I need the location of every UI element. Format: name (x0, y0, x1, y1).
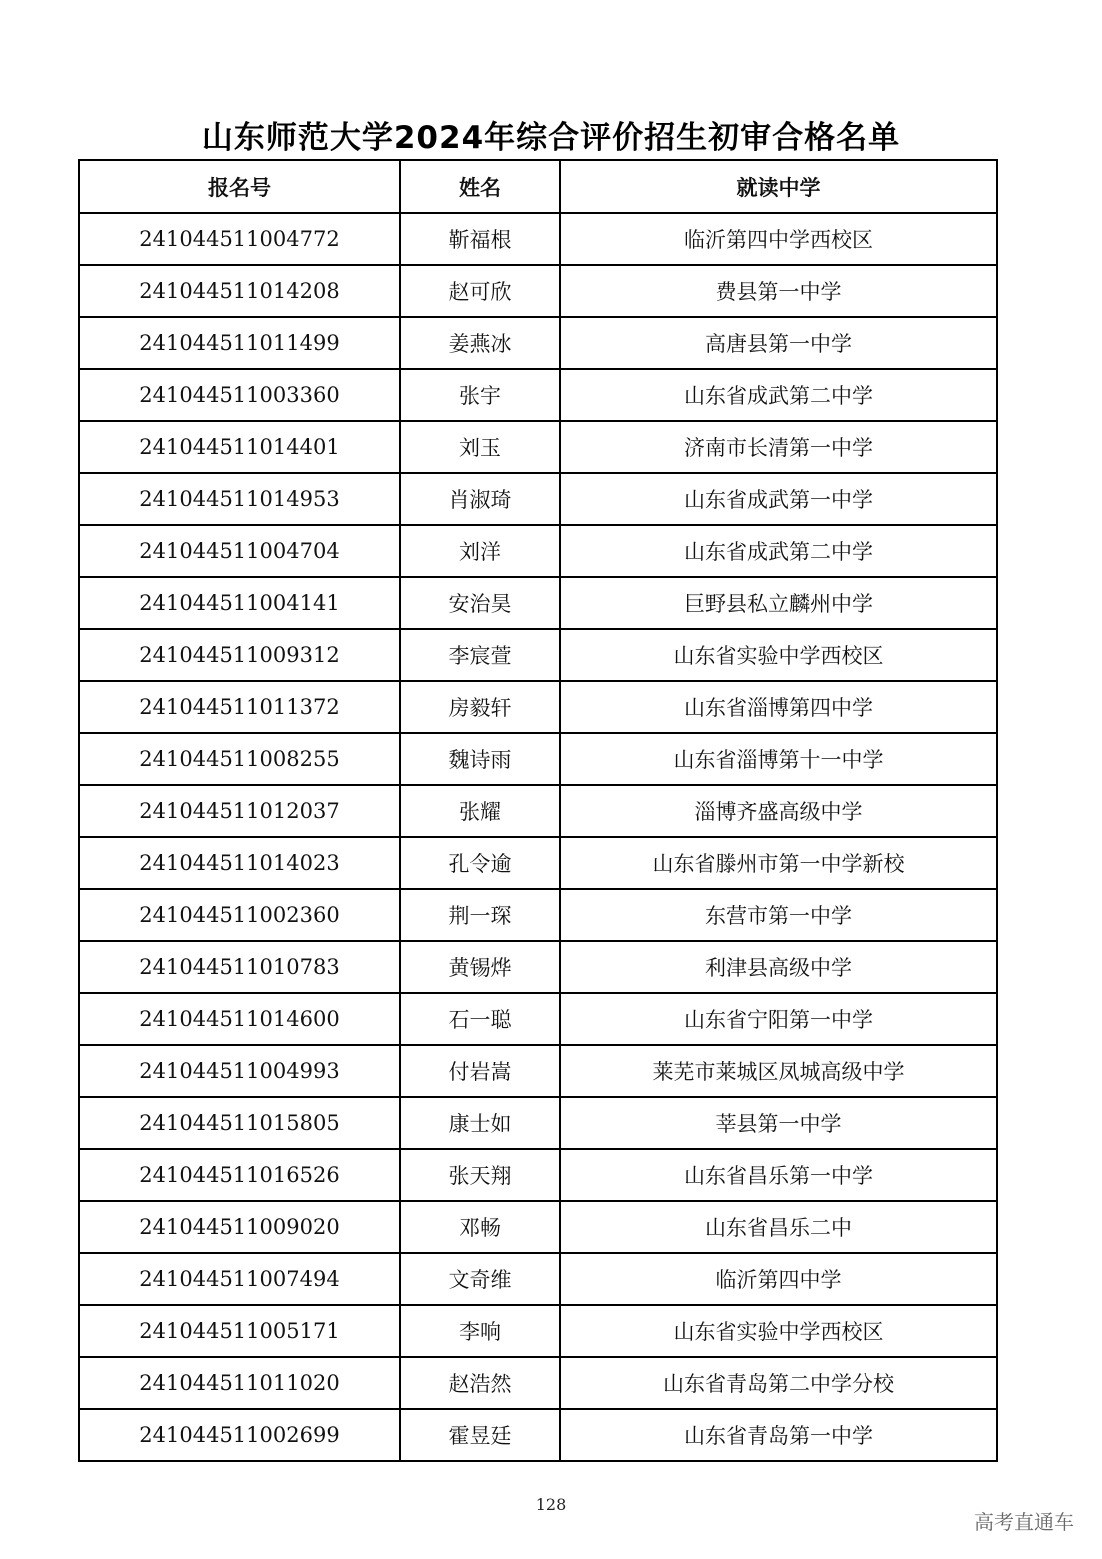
registration-number-cell: 241044511003360 (79, 369, 400, 421)
student-name-cell: 张宇 (400, 369, 560, 421)
page-number: 128 (535, 1495, 567, 1514)
school-cell: 山东省昌乐二中 (560, 1201, 997, 1253)
document-title: 山东师范大学2024年综合评价招生初审合格名单 (201, 120, 901, 156)
registration-number-cell: 241044511012037 (79, 785, 400, 837)
school-cell: 山东省淄博第十一中学 (560, 733, 997, 785)
school-cell: 山东省昌乐第一中学 (560, 1149, 997, 1201)
header-school: 就读中学 (560, 160, 997, 213)
student-name-cell: 房毅轩 (400, 681, 560, 733)
school-cell: 山东省青岛第一中学 (560, 1409, 997, 1461)
table-row (79, 265, 997, 317)
table-row (79, 733, 997, 785)
registration-number-cell: 241044511011499 (79, 317, 400, 369)
school-cell: 山东省青岛第二中学分校 (560, 1357, 997, 1409)
student-name-cell: 张耀 (400, 785, 560, 837)
student-name-cell: 文奇维 (400, 1253, 560, 1305)
school-cell: 莘县第一中学 (560, 1097, 997, 1149)
student-name-cell: 肖淑琦 (400, 473, 560, 525)
student-name-cell: 赵浩然 (400, 1357, 560, 1409)
student-name-cell: 张天翔 (400, 1149, 560, 1201)
registration-number-cell: 241044511002360 (79, 889, 400, 941)
registration-number-cell: 241044511014600 (79, 993, 400, 1045)
student-name-cell: 姜燕冰 (400, 317, 560, 369)
school-cell: 临沂第四中学西校区 (560, 213, 997, 265)
student-name-cell: 霍昱廷 (400, 1409, 560, 1461)
table-row (79, 1097, 997, 1149)
registration-number-cell: 241044511014023 (79, 837, 400, 889)
student-name-cell: 魏诗雨 (400, 733, 560, 785)
school-cell: 山东省成武第二中学 (560, 369, 997, 421)
registration-number-cell: 241044511004141 (79, 577, 400, 629)
registration-number-cell: 241044511014953 (79, 473, 400, 525)
school-cell: 淄博齐盛高级中学 (560, 785, 997, 837)
table-row (79, 681, 997, 733)
registration-number-cell: 241044511011372 (79, 681, 400, 733)
registration-number-cell: 241044511009020 (79, 1201, 400, 1253)
student-name-cell: 邓畅 (400, 1201, 560, 1253)
registration-number-cell: 241044511005171 (79, 1305, 400, 1357)
registration-number-cell: 241044511015805 (79, 1097, 400, 1149)
table-row (79, 525, 997, 577)
school-cell: 莱芜市莱城区凤城高级中学 (560, 1045, 997, 1097)
school-cell: 费县第一中学 (560, 265, 997, 317)
registration-number-cell: 241044511016526 (79, 1149, 400, 1201)
school-cell: 山东省成武第一中学 (560, 473, 997, 525)
school-cell: 高唐县第一中学 (560, 317, 997, 369)
table-row (79, 941, 997, 993)
student-name-cell: 赵可欣 (400, 265, 560, 317)
registration-number-cell: 241044511004993 (79, 1045, 400, 1097)
table-row (79, 577, 997, 629)
table-row (79, 1045, 997, 1097)
table-row (79, 1149, 997, 1201)
registration-number-cell: 241044511014208 (79, 265, 400, 317)
table-row (79, 629, 997, 681)
school-cell: 山东省实验中学西校区 (560, 629, 997, 681)
school-cell: 山东省滕州市第一中学新校 (560, 837, 997, 889)
table-row (79, 369, 997, 421)
student-name-cell: 黄锡烨 (400, 941, 560, 993)
table-row (79, 473, 997, 525)
registration-number-cell: 241044511011020 (79, 1357, 400, 1409)
student-name-cell: 李响 (400, 1305, 560, 1357)
registration-number-cell: 241044511010783 (79, 941, 400, 993)
registration-number-cell: 241044511008255 (79, 733, 400, 785)
table-row (79, 889, 997, 941)
table-row (79, 1409, 997, 1461)
table-row (79, 317, 997, 369)
student-name-cell: 安治昊 (400, 577, 560, 629)
table-header-row (79, 160, 997, 213)
school-cell: 山东省实验中学西校区 (560, 1305, 997, 1357)
table-row (79, 1357, 997, 1409)
registration-number-cell: 241044511009312 (79, 629, 400, 681)
registration-number-cell: 241044511004704 (79, 525, 400, 577)
student-name-cell: 荆一琛 (400, 889, 560, 941)
school-cell: 巨野县私立麟州中学 (560, 577, 997, 629)
student-name-cell: 李宸萱 (400, 629, 560, 681)
school-cell: 济南市长清第一中学 (560, 421, 997, 473)
registration-number-cell: 241044511014401 (79, 421, 400, 473)
student-name-cell: 康士如 (400, 1097, 560, 1149)
table-row (79, 993, 997, 1045)
header-registration-number: 报名号 (79, 160, 400, 213)
school-cell: 临沂第四中学 (560, 1253, 997, 1305)
table-row (79, 837, 997, 889)
school-cell: 东营市第一中学 (560, 889, 997, 941)
table-row (79, 1253, 997, 1305)
school-cell: 山东省宁阳第一中学 (560, 993, 997, 1045)
table-row (79, 1201, 997, 1253)
watermark: 高考直通车 (974, 1510, 1074, 1534)
header-name: 姓名 (400, 160, 560, 213)
table-row (79, 213, 997, 265)
student-name-cell: 石一聪 (400, 993, 560, 1045)
registration-number-cell: 241044511007494 (79, 1253, 400, 1305)
table-row (79, 785, 997, 837)
school-cell: 山东省成武第二中学 (560, 525, 997, 577)
student-name-cell: 刘玉 (400, 421, 560, 473)
table-row (79, 1305, 997, 1357)
school-cell: 山东省淄博第四中学 (560, 681, 997, 733)
student-name-cell: 刘洋 (400, 525, 560, 577)
table-row (79, 421, 997, 473)
student-name-cell: 孔令逾 (400, 837, 560, 889)
school-cell: 利津县高级中学 (560, 941, 997, 993)
student-name-cell: 付岩嵩 (400, 1045, 560, 1097)
student-name-cell: 靳福根 (400, 213, 560, 265)
qualified-list-table (78, 159, 998, 1462)
registration-number-cell: 241044511002699 (79, 1409, 400, 1461)
registration-number-cell: 241044511004772 (79, 213, 400, 265)
